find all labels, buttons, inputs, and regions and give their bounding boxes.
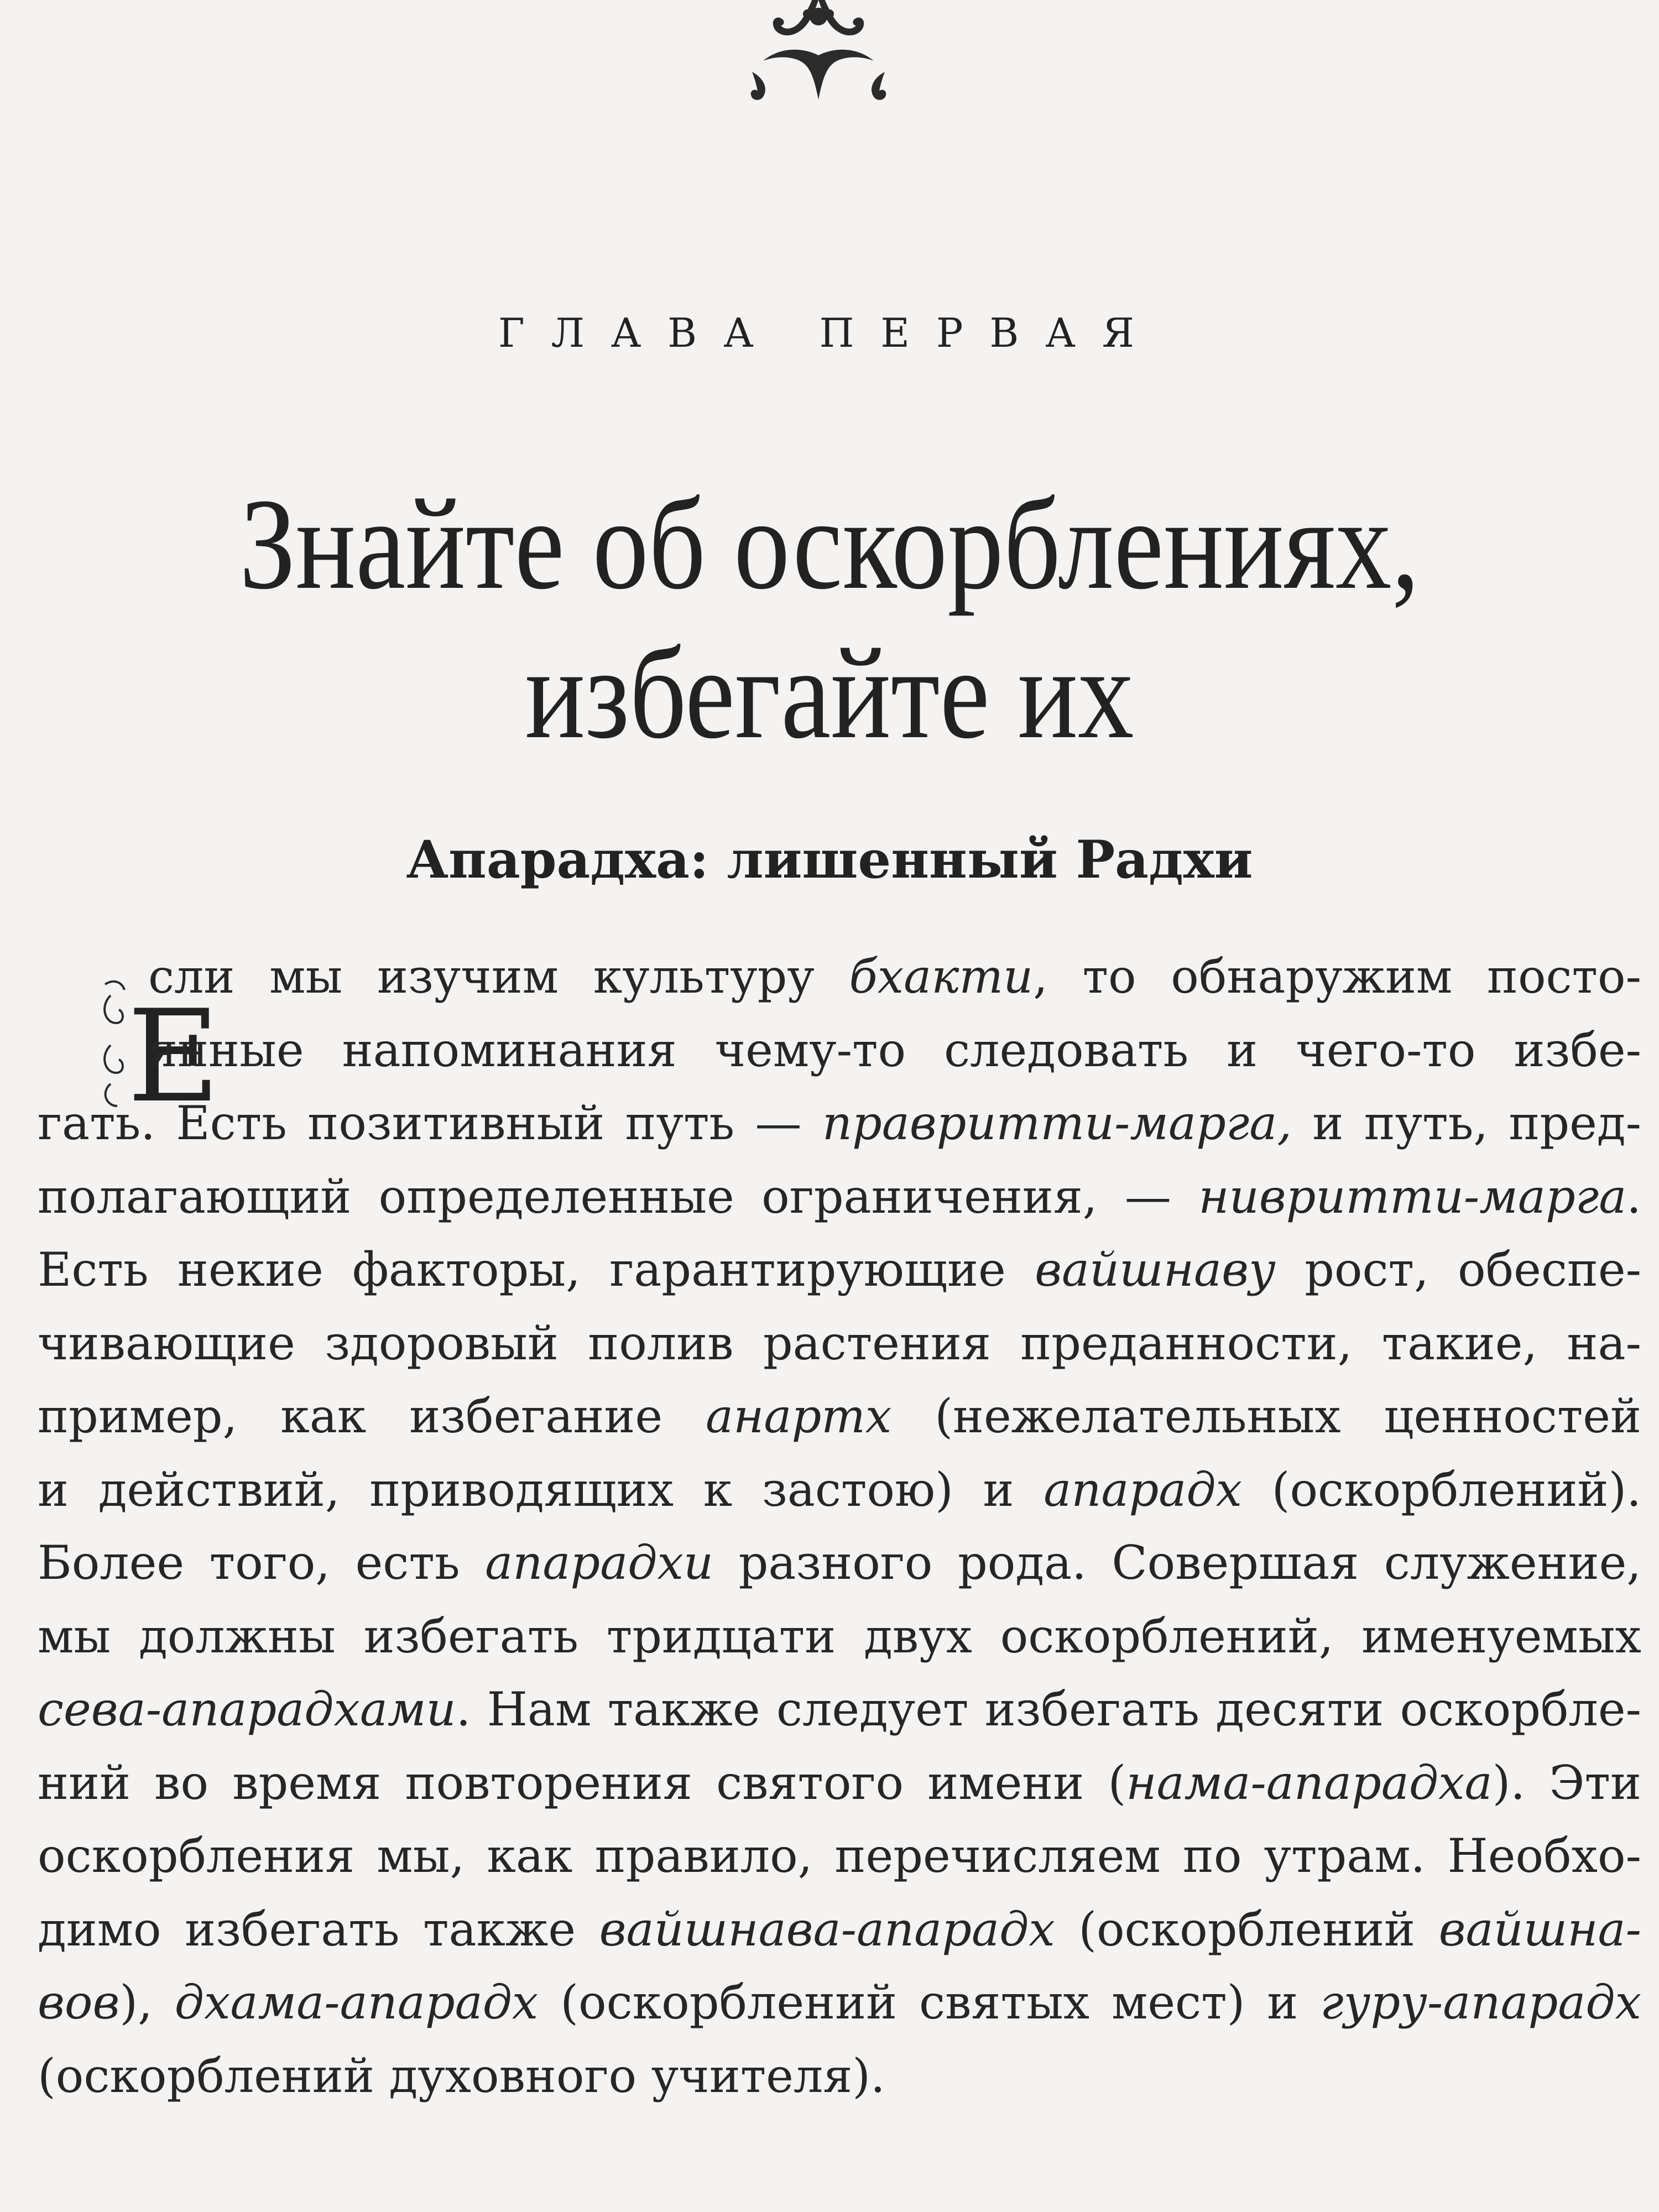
text-line: вов), дхама-апарадх (оскорблений святых мест) и гуру-апарадх	[38, 1975, 1641, 2030]
text-line: Более того, есть апарадхи разного рода. Совершая служение,	[38, 1536, 1641, 1590]
text-line: чивающие здоровый полив растения преданности, такие, на-	[38, 1316, 1641, 1370]
text-line: (оскорблений духовного учителя).	[38, 2048, 885, 2103]
text-line: оскорбления мы, как правило, перечисляем по утрам. Необхо-	[38, 1829, 1641, 1883]
text-line: гать. Есть позитивный путь — правритти-марга, и путь, пред-	[38, 1096, 1641, 1150]
chapter-title-line-2: избегайте их	[525, 622, 1134, 766]
body-paragraph	[38, 940, 1641, 2112]
floral-ornament-icon	[730, 0, 907, 111]
section-subtitle: Апарадха: лишенный Радхи	[406, 830, 1253, 890]
dropcap-letter: Е	[127, 983, 220, 1131]
text-line: полагающий определенные ограничения, — нивритти-марга.	[38, 1169, 1641, 1224]
text-line: димо избегать также вайшнава-апарадх (оскорблений вайшна-	[38, 1902, 1641, 1957]
text-line: ний во время повторения святого имени (нама-апарадха). Эти	[38, 1755, 1641, 1810]
text-line: пример, как избегание анартх (нежелательных ценностей	[38, 1389, 1641, 1443]
chapter-title	[116, 470, 1543, 769]
text-line: Есть некие факторы, гарантирующие вайшнаву рост, обеспе-	[38, 1243, 1641, 1297]
chapter-title-line-1: Знайте об оскорблениях,	[239, 472, 1420, 617]
text-line: мы должны избегать тридцати двух оскорблений, именуемых	[38, 1609, 1641, 1663]
text-line: сли мы изучим культуру бхакти, то обнаружим посто-	[148, 950, 1641, 1004]
text-line: и действий, приводящих к застою) и апарадх (оскорблений).	[38, 1462, 1641, 1517]
text-line: янные напоминания чему-то следовать и чего-то избе-	[148, 1022, 1641, 1077]
text-line: сева-апарадхами. Нам также следует избегать десяти оскорбле-	[38, 1682, 1641, 1736]
chapter-label: ГЛАВА ПЕРВАЯ	[498, 310, 1161, 356]
